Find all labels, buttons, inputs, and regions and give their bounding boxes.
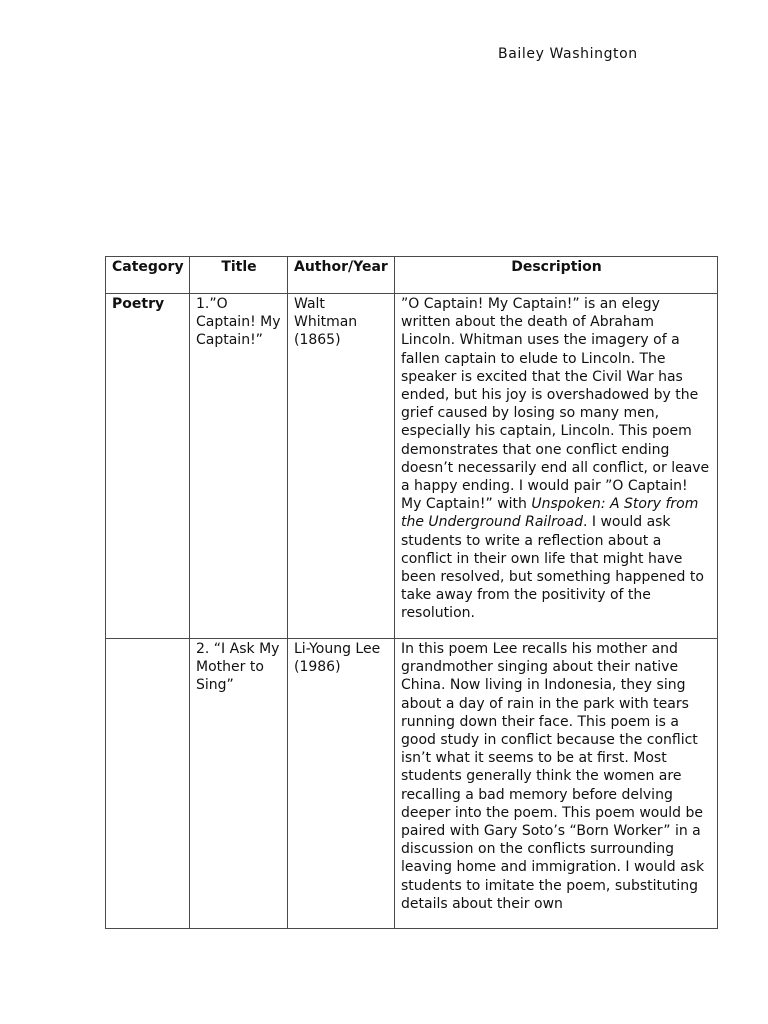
description-text-continued: . I would ask students to write a reflection about a conflict in their own life that might have been resolved, but something happened to take away from the positivity of the resolution.	[401, 514, 704, 622]
author-name: Bailey Washington	[498, 46, 638, 62]
table-row	[106, 294, 718, 639]
table-row	[106, 639, 718, 929]
title-cell: 2. “I Ask My Mother to Sing”	[190, 639, 288, 929]
column-header-description: Description	[395, 257, 718, 294]
column-header-title: Title	[190, 257, 288, 294]
author-year-cell: Li-Young Lee (1986)	[288, 639, 395, 929]
column-header-author-year: Author/Year	[288, 257, 395, 294]
description-text: In this poem Lee recalls his mother and grandmother singing about their native China. Now living in Indonesia, they sing about a day of rain in the park with tears running down their face. This poem is a good study in conflict because the conflict isn’t what it seems to be at first. Most students generally think the women are recalling a bad memory before delving deeper into the poem. This poem would be paired with Gary Soto’s “Born Worker” in a discussion on the conflicts surrounding leaving home and immigration. I would ask students to imitate the poem, substituting details about their own	[401, 641, 705, 912]
category-cell: Poetry	[106, 294, 190, 639]
column-header-category: Category	[106, 257, 190, 294]
table-header-row	[106, 257, 718, 294]
lesson-table	[105, 256, 718, 929]
description-cell	[395, 639, 718, 929]
category-cell	[106, 639, 190, 929]
description-book-title: Unspoken: A Story from the Underground Railroad	[401, 496, 699, 531]
description-cell	[395, 294, 718, 639]
title-cell: 1.”O Captain! My Captain!”	[190, 294, 288, 639]
description-text: ”O Captain! My Captain!” is an elegy written about the death of Abraham Lincoln. Whitman uses the imagery of a fallen captain to elude to Lincoln. The speaker is excited that the Civil War has ended, but his joy is overshadowed by the grief caused by losing so many men, especially his captain, Lincoln. This poem demonstrates that one conflict ending doesn’t necessarily end all conflict, or leave a happy ending. I would pair ”O Captain! My Captain!” with	[401, 296, 710, 513]
author-year-cell: Walt Whitman (1865)	[288, 294, 395, 639]
